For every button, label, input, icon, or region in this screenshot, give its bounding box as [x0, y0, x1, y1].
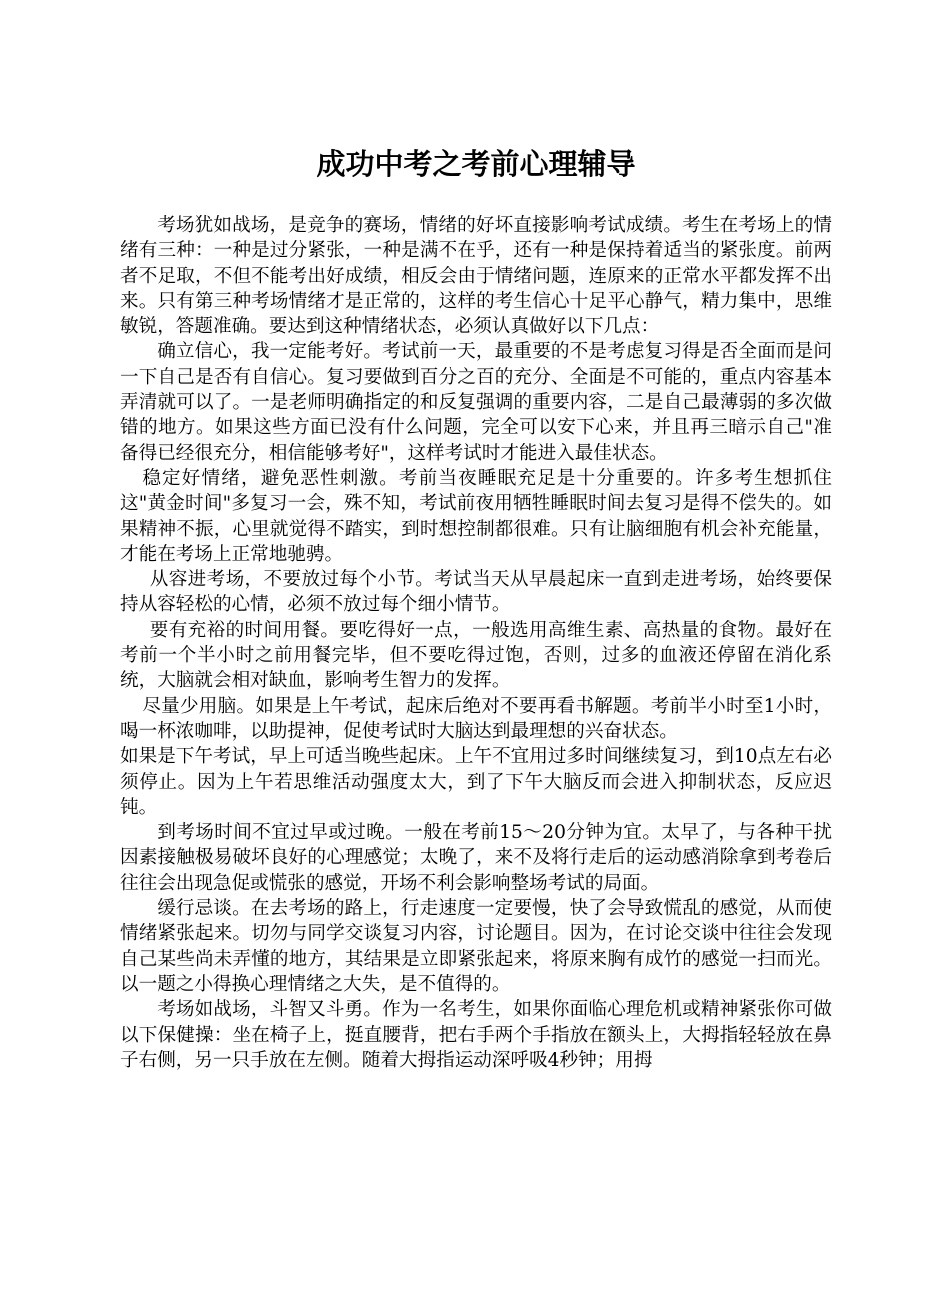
document-body: [120, 213, 832, 1073]
paragraph-intro: 考场犹如战场，是竞争的赛场，情绪的好坏直接影响考试成绩。考生在考场上的情绪有三种：一种是过分紧张，一种是满不在乎，还有一种是保持着适当的紧张度。前两者不足取，不但不能考出好成绩，相反会由于情绪问题，连原来的正常水平都发挥不出来。只有第三种考场情绪才是正常的，这样的考生信心十足平心静气，精力集中，思维敏锐，答题准确。要达到这种情绪状态，必须认真做好以下几点：: [120, 215, 832, 338]
paragraph-exercise: 考场如战场，斗智又斗勇。作为一名考生，如果你面临心理危机或精神紧张你可做以下保健操：坐在椅子上，挺直腰背，把右手两个手指放在额头上，大拇指轻轻放在鼻子右侧，另一只手放在左侧。随着大拇指运动深呼吸4秒钟；用拇: [120, 999, 832, 1071]
paragraph-calm-entry: 从容进考场，不要放过每个小节。考试当天从早晨起床一直到走进考场，始终要保持从容轻松的心情，必须不放过每个细小情节。: [120, 569, 832, 616]
document-title: 成功中考之考前心理辅导: [316, 147, 636, 181]
paragraph-arrival-time: 到考场时间不宜过早或过晚。一般在考前15～20分钟为宜。太早了，与各种干扰因素接触极易破坏良好的心理感觉；太晚了，来不及将行走后的运动感消除拿到考卷后往往会出现急促或慌张的感觉，开场不利会影响整场考试的局面。: [120, 822, 832, 894]
paragraph-walk-slowly: 缓行忌谈。在去考场的路上，行走速度一定要慢，快了会导致慌乱的感觉，从而使情绪紧张起来。切勿与同学交谈复习内容，讨论题目。因为，在讨论交谈中往往会发现自己某些尚未弄懂的地方，其结果是立即紧张起来，将原来胸有成竹的感觉一扫而光。以一题之小得换心理情绪之大失，是不值得的。: [120, 898, 832, 995]
paragraph-emotion: 稳定好情绪，避免恶性刺激。考前当夜睡眠充足是十分重要的。许多考生想抓住这"黄金时间"多复习一会，殊不知，考试前夜用牺牲睡眠时间去复习是得不偿失的。如果精神不振，心里就觉得不踏实，到时想控制都很难。只有让脑细胞有机会补充能量，才能在考场上正常地驰骋。: [120, 467, 832, 565]
paragraph-meal: 要有充裕的时间用餐。要吃得好一点，一般选用高维生素、高热量的食物。最好在考前一个半小时之前用餐完毕，但不要吃得过饱，否则，过多的血液还停留在消化系统，大脑就会相对缺血，影响考生智力的发挥。: [120, 619, 832, 692]
paragraph-confidence: 确立信心，我一定能考好。考试前一天，最重要的不是考虑复习得是否全面而是问一下自己是否有自信心。复习要做到百分之百的充分、全面是不可能的，重点内容基本弄清就可以了。一是老师明确指定的和反复强调的重要内容，二是自己最薄弱的多次做错的地方。如果这些方面已没有什么问题，完全可以安下心来，并且再三暗示自己"准备得已经很充分，相信能够考好"，这样考试时才能进入最佳状态。: [120, 341, 832, 464]
paragraph-afternoon-exam: 如果是下午考试，早上可适当晚些起床。上午不宜用过多时间继续复习，到10点左右必须停止。因为上午若思维活动强度太大，到了下午大脑反而会进入抑制状态，反应迟钝。: [120, 746, 832, 818]
paragraph-less-brain: 尽量少用脑。如果是上午考试，起床后绝对不要再看书解题。考前半小时至1小时，喝一杯浓咖啡，以助提神，促使考试时大脑达到最理想的兴奋状态。: [120, 695, 832, 742]
